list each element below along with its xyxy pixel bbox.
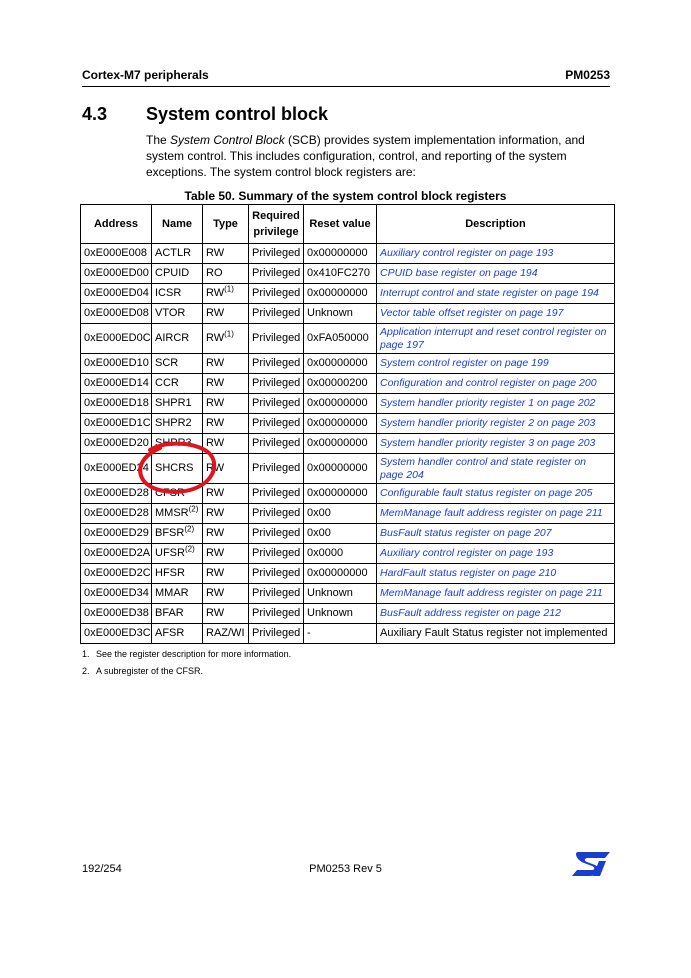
table-row: [81, 264, 615, 284]
cell-name-text: SHPR1: [155, 397, 192, 409]
cell-name-text: SHCRS: [155, 462, 194, 474]
cell-privilege-text: Privileged: [252, 357, 301, 369]
cell-type: [203, 454, 249, 484]
table-caption: Table 50. Summary of the system control block registers: [184, 189, 507, 203]
cell-reset: [304, 414, 377, 434]
cell-address-text: 0xE000ED29: [84, 527, 149, 539]
cell-description-text[interactable]: Vector table offset register on page 197: [380, 307, 564, 319]
cell-name: [152, 544, 203, 564]
cell-description-text[interactable]: System handler priority register 3 on page 203: [380, 437, 596, 449]
cell-name-text: BFAR: [155, 607, 184, 619]
cell-type-text: RW: [206, 527, 225, 539]
cell-description[interactable]: [377, 244, 615, 264]
cell-description-text[interactable]: System handler priority register 1 on page 202: [380, 397, 596, 409]
cell-privilege: [249, 624, 304, 644]
cell-description-text[interactable]: Application interrupt and reset control register on page 197: [380, 325, 607, 351]
table-row: [81, 324, 615, 354]
cell-reset: [304, 454, 377, 484]
cell-address-text: 0xE000ED04: [84, 287, 149, 299]
footnote-ref: (1): [224, 284, 234, 294]
intro-text-2: (SCB) provides system implementation information, and system control. This includes configuration, control, and reporting of the system exceptions. The system control block registers are:: [146, 133, 585, 179]
footnote-ref: (2): [184, 524, 195, 534]
table-row: [81, 304, 615, 324]
cell-address: [81, 504, 152, 524]
cell-address: [81, 454, 152, 484]
cell-reset: [304, 324, 377, 354]
cell-description[interactable]: [377, 454, 615, 484]
cell-reset: [304, 544, 377, 564]
cell-address: [81, 584, 152, 604]
footnote-number: 1.: [82, 649, 90, 659]
cell-address: [81, 284, 152, 304]
cell-privilege: [249, 524, 304, 544]
cell-privilege: [249, 504, 304, 524]
cell-name-text: SCR: [155, 357, 179, 369]
table-row: [81, 434, 615, 454]
cell-description-text[interactable]: BusFault status register on page 207: [380, 527, 552, 539]
cell-address: [81, 524, 152, 544]
cell-name: [152, 524, 203, 544]
cell-name: [152, 324, 203, 354]
cell-type-text: RW: [206, 462, 225, 474]
cell-name-text: VTOR: [155, 307, 186, 319]
cell-address-text: 0xE000E008: [84, 247, 147, 259]
cell-description-text: Auxiliary Fault Status register not implemented: [380, 627, 608, 639]
st-logo-icon: [572, 852, 610, 876]
cell-privilege-text: Privileged: [252, 417, 301, 429]
cell-type-text: RW: [206, 397, 225, 409]
table-row: [81, 284, 615, 304]
cell-type: [203, 504, 249, 524]
cell-description-text[interactable]: HardFault status register on page 210: [380, 567, 557, 579]
footnote-ref: (2): [188, 504, 199, 514]
cell-type: [203, 544, 249, 564]
cell-type: [203, 414, 249, 434]
cell-privilege-text: Privileged: [252, 247, 301, 259]
header-left: Cortex-M7 peripherals: [82, 68, 209, 82]
cell-name: [152, 504, 203, 524]
cell-description[interactable]: [377, 304, 615, 324]
cell-reset: [304, 524, 377, 544]
section-title: System control block: [146, 104, 329, 124]
table-row: [81, 354, 615, 374]
cell-address-text: 0xE000ED3C: [84, 627, 151, 639]
cell-name: [152, 434, 203, 454]
cell-description[interactable]: [377, 564, 615, 584]
cell-reset: [304, 434, 377, 454]
cell-type: [203, 244, 249, 264]
cell-reset: [304, 284, 377, 304]
table-row: [81, 484, 615, 504]
cell-description-text[interactable]: Configuration and control register on page 200: [380, 377, 597, 389]
cell-description-text[interactable]: Interrupt control and state register on page 194: [380, 287, 599, 299]
table-row: [81, 244, 615, 264]
cell-privilege: [249, 324, 304, 354]
cell-description[interactable]: [377, 264, 615, 284]
cell-address-text: 0xE000ED24: [84, 462, 149, 474]
footnote-text: See the register description for more information.: [96, 649, 292, 659]
cell-description-text[interactable]: BusFault address register on page 212: [380, 607, 561, 619]
table-row: [81, 624, 615, 644]
cell-name: [152, 284, 203, 304]
cell-reset-text: 0x00000000: [307, 417, 368, 429]
cell-reset-text: 0x00000000: [307, 247, 368, 259]
cell-type-text: RW: [206, 437, 225, 449]
cell-description-text[interactable]: Auxiliary control register on page 193: [380, 247, 554, 259]
cell-reset-text: 0x0000: [307, 547, 344, 559]
cell-type: [203, 394, 249, 414]
cell-name: [152, 244, 203, 264]
cell-description[interactable]: [377, 524, 615, 544]
table-row: [81, 524, 615, 544]
cell-name-text: HFSR: [155, 567, 185, 579]
cell-address-text: 0xE000ED38: [84, 607, 149, 619]
cell-reset: [304, 624, 377, 644]
cell-type: [203, 564, 249, 584]
cell-type-text: RW: [206, 607, 225, 619]
cell-description-text[interactable]: System handler control and state register on page 204: [380, 455, 587, 481]
cell-type-text: RW: [206, 547, 225, 559]
cell-description-text[interactable]: System handler priority register 2 on page 203: [380, 417, 596, 429]
footnote-ref: (1): [224, 329, 234, 339]
cell-privilege-text: Privileged: [252, 397, 301, 409]
cell-description[interactable]: [377, 484, 615, 504]
cell-privilege: [249, 284, 304, 304]
cell-privilege-text: Privileged: [252, 437, 301, 449]
cell-privilege: [249, 304, 304, 324]
cell-address: [81, 264, 152, 284]
cell-name: [152, 374, 203, 394]
table-row: [81, 504, 615, 524]
table-row: [81, 454, 615, 484]
cell-reset-text: 0x00000000: [307, 397, 368, 409]
table-row: [81, 544, 615, 564]
cell-type-text: RW: [206, 487, 225, 499]
cell-address-text: 0xE000ED2C: [84, 567, 151, 579]
section-number: 4.3: [82, 104, 108, 124]
cell-name-text: MMSR: [155, 507, 189, 519]
cell-address: [81, 624, 152, 644]
footnote-2: [82, 666, 203, 676]
cell-address-text: 0xE000ED20: [84, 437, 149, 449]
footnote-text: A subregister of the CFSR.: [96, 666, 204, 676]
cell-description[interactable]: [377, 354, 615, 374]
cell-type: [203, 434, 249, 454]
cell-address: [81, 564, 152, 584]
table-row: [81, 584, 615, 604]
cell-reset-text: 0x00000000: [307, 567, 368, 579]
cell-reset-text: 0x00000000: [307, 357, 368, 369]
cell-type: [203, 374, 249, 394]
cell-reset-text: -: [307, 627, 311, 639]
cell-privilege: [249, 564, 304, 584]
cell-name-text: ACTLR: [155, 247, 192, 259]
cell-privilege: [249, 414, 304, 434]
col-header-description: Description: [377, 205, 615, 244]
cell-type-text: RW: [206, 417, 225, 429]
cell-reset: [304, 394, 377, 414]
cell-address: [81, 374, 152, 394]
cell-reset-text: 0xFA050000: [307, 332, 369, 344]
cell-privilege-text: Privileged: [252, 307, 301, 319]
cell-name: [152, 584, 203, 604]
cell-name: [152, 624, 203, 644]
cell-privilege-text: Privileged: [252, 287, 301, 299]
cell-reset-text: 0x00000000: [307, 487, 368, 499]
cell-name: [152, 264, 203, 284]
cell-name-text: SHPR2: [155, 417, 192, 429]
cell-type: [203, 284, 249, 304]
cell-reset: [304, 584, 377, 604]
cell-address: [81, 484, 152, 504]
header-right: PM0253: [565, 68, 610, 82]
cell-privilege-text: Privileged: [252, 587, 301, 599]
cell-name-text: MMAR: [155, 587, 189, 599]
cell-type: [203, 524, 249, 544]
cell-type: [203, 324, 249, 354]
cell-address-text: 0xE000ED28: [84, 507, 149, 519]
cell-description: [377, 624, 615, 644]
cell-description[interactable]: [377, 544, 615, 564]
cell-reset-text: Unknown: [307, 587, 353, 599]
cell-privilege: [249, 454, 304, 484]
cell-name: [152, 564, 203, 584]
cell-description[interactable]: [377, 434, 615, 454]
cell-name: [152, 454, 203, 484]
cell-description[interactable]: [377, 374, 615, 394]
cell-name-text: AFSR: [155, 627, 185, 639]
cell-description-text[interactable]: MemManage fault address register on page 211: [380, 587, 603, 599]
cell-address-text: 0xE000ED2A: [84, 547, 151, 559]
cell-privilege: [249, 544, 304, 564]
cell-reset-text: 0x410FC270: [307, 267, 370, 279]
cell-address: [81, 324, 152, 354]
cell-reset: [304, 244, 377, 264]
header-rule: [82, 86, 610, 87]
cell-name: [152, 354, 203, 374]
cell-address-text: 0xE000ED28: [84, 487, 149, 499]
cell-address-text: 0xE000ED08: [84, 307, 149, 319]
cell-reset-text: 0x00000000: [307, 287, 368, 299]
cell-type-text: RW: [206, 377, 225, 389]
cell-reset: [304, 604, 377, 624]
cell-type: [203, 584, 249, 604]
cell-privilege-text: Privileged: [252, 627, 301, 639]
cell-type-text: RW: [206, 507, 225, 519]
cell-privilege-text: Privileged: [252, 507, 301, 519]
table-body: [81, 244, 615, 644]
cell-address-text: 0xE000ED00: [84, 267, 149, 279]
cell-address-text: 0xE000ED1C: [84, 417, 151, 429]
cell-description[interactable]: [377, 604, 615, 624]
cell-privilege: [249, 604, 304, 624]
cell-privilege: [249, 434, 304, 454]
cell-name-text: SHPR3: [155, 437, 192, 449]
cell-type: [203, 304, 249, 324]
cell-privilege-text: Privileged: [252, 527, 301, 539]
cell-address-text: 0xE000ED0C: [84, 332, 151, 344]
cell-reset-text: 0x00000000: [307, 437, 368, 449]
cell-address: [81, 434, 152, 454]
cell-name-text: UFSR: [155, 547, 185, 559]
cell-privilege: [249, 264, 304, 284]
table-row: [81, 604, 615, 624]
cell-reset-text: 0x00000000: [307, 462, 368, 474]
cell-type-text: RW: [206, 587, 225, 599]
cell-address-text: 0xE000ED18: [84, 397, 149, 409]
cell-privilege: [249, 394, 304, 414]
cell-type: [203, 604, 249, 624]
intro-term: System Control Block: [170, 133, 285, 147]
cell-reset-text: 0x00000200: [307, 377, 368, 389]
cell-address-text: 0xE000ED14: [84, 377, 149, 389]
cell-name-text: CPUID: [155, 267, 190, 279]
cell-type: [203, 354, 249, 374]
cell-address: [81, 414, 152, 434]
cell-address: [81, 544, 152, 564]
cell-privilege-text: Privileged: [252, 462, 301, 474]
cell-address-text: 0xE000ED10: [84, 357, 149, 369]
cell-reset: [304, 484, 377, 504]
table-row: [81, 374, 615, 394]
cell-name: [152, 304, 203, 324]
page-number: 192/254: [82, 863, 122, 875]
cell-type: [203, 484, 249, 504]
footnote-ref: (2): [184, 544, 195, 554]
cell-description[interactable]: [377, 284, 615, 304]
cell-reset: [304, 264, 377, 284]
table-row: [81, 414, 615, 434]
cell-reset-text: 0x00: [307, 507, 331, 519]
cell-type-text: RW: [206, 357, 225, 369]
cell-name-text: CFSR: [155, 487, 185, 499]
cell-type-text: RW: [206, 332, 225, 344]
cell-reset-text: 0x00: [307, 527, 331, 539]
register-table: [80, 204, 615, 644]
cell-type-text: RW: [206, 307, 225, 319]
cell-description-text[interactable]: CPUID base register on page 194: [380, 267, 538, 279]
cell-privilege: [249, 354, 304, 374]
cell-description[interactable]: [377, 504, 615, 524]
col-header-reset: Reset value: [304, 205, 377, 244]
cell-address-text: 0xE000ED34: [84, 587, 149, 599]
col-header-type: Type: [203, 205, 249, 244]
cell-type: [203, 624, 249, 644]
cell-privilege-text: Privileged: [252, 567, 301, 579]
cell-privilege-text: Privileged: [252, 377, 301, 389]
cell-privilege-text: Privileged: [252, 607, 301, 619]
cell-description-text[interactable]: Configurable fault status register on page 205: [380, 487, 593, 499]
cell-address: [81, 394, 152, 414]
cell-description-text[interactable]: MemManage fault address register on page 211: [380, 507, 603, 519]
cell-privilege: [249, 374, 304, 394]
intro-text-1: The: [146, 133, 171, 147]
cell-address: [81, 304, 152, 324]
cell-description-text[interactable]: System control register on page 199: [380, 357, 549, 369]
cell-privilege: [249, 484, 304, 504]
footnote-1: [82, 649, 291, 659]
cell-name: [152, 414, 203, 434]
cell-address: [81, 604, 152, 624]
cell-name: [152, 484, 203, 504]
cell-description-text[interactable]: Auxiliary control register on page 193: [380, 547, 554, 559]
cell-description[interactable]: [377, 584, 615, 604]
cell-reset: [304, 564, 377, 584]
cell-type-text: RW: [206, 567, 225, 579]
table-row: [81, 564, 615, 584]
document-revision: PM0253 Rev 5: [309, 863, 382, 875]
cell-type: [203, 264, 249, 284]
cell-name-text: CCR: [155, 377, 179, 389]
cell-privilege-text: Privileged: [252, 547, 301, 559]
cell-type-text: RAZ/WI: [206, 627, 245, 639]
cell-name-text: AIRCR: [155, 332, 190, 344]
cell-type-text: RW: [206, 247, 225, 259]
section-intro: [146, 132, 616, 180]
cell-name: [152, 604, 203, 624]
cell-privilege-text: Privileged: [252, 487, 301, 499]
cell-privilege-text: Privileged: [252, 332, 301, 344]
cell-type-text: RO: [206, 267, 223, 279]
cell-description[interactable]: [377, 324, 615, 354]
cell-name-text: BFSR: [155, 527, 185, 539]
table-row: [81, 394, 615, 414]
cell-reset-text: Unknown: [307, 307, 353, 319]
cell-privilege: [249, 584, 304, 604]
cell-privilege-text: Privileged: [252, 267, 301, 279]
footnote-number: 2.: [82, 666, 90, 676]
cell-name: [152, 394, 203, 414]
cell-reset-text: Unknown: [307, 607, 353, 619]
cell-name-text: ICSR: [155, 287, 182, 299]
table-header-row: [81, 205, 615, 244]
cell-reset: [304, 354, 377, 374]
col-header-privilege: Required privilege: [249, 205, 304, 244]
cell-description[interactable]: [377, 414, 615, 434]
cell-reset: [304, 374, 377, 394]
cell-address: [81, 354, 152, 374]
cell-description[interactable]: [377, 394, 615, 414]
cell-privilege: [249, 244, 304, 264]
col-header-address: Address: [81, 205, 152, 244]
cell-reset: [304, 304, 377, 324]
cell-type-text: RW: [206, 287, 225, 299]
cell-reset: [304, 504, 377, 524]
cell-address: [81, 244, 152, 264]
col-header-name: Name: [152, 205, 203, 244]
